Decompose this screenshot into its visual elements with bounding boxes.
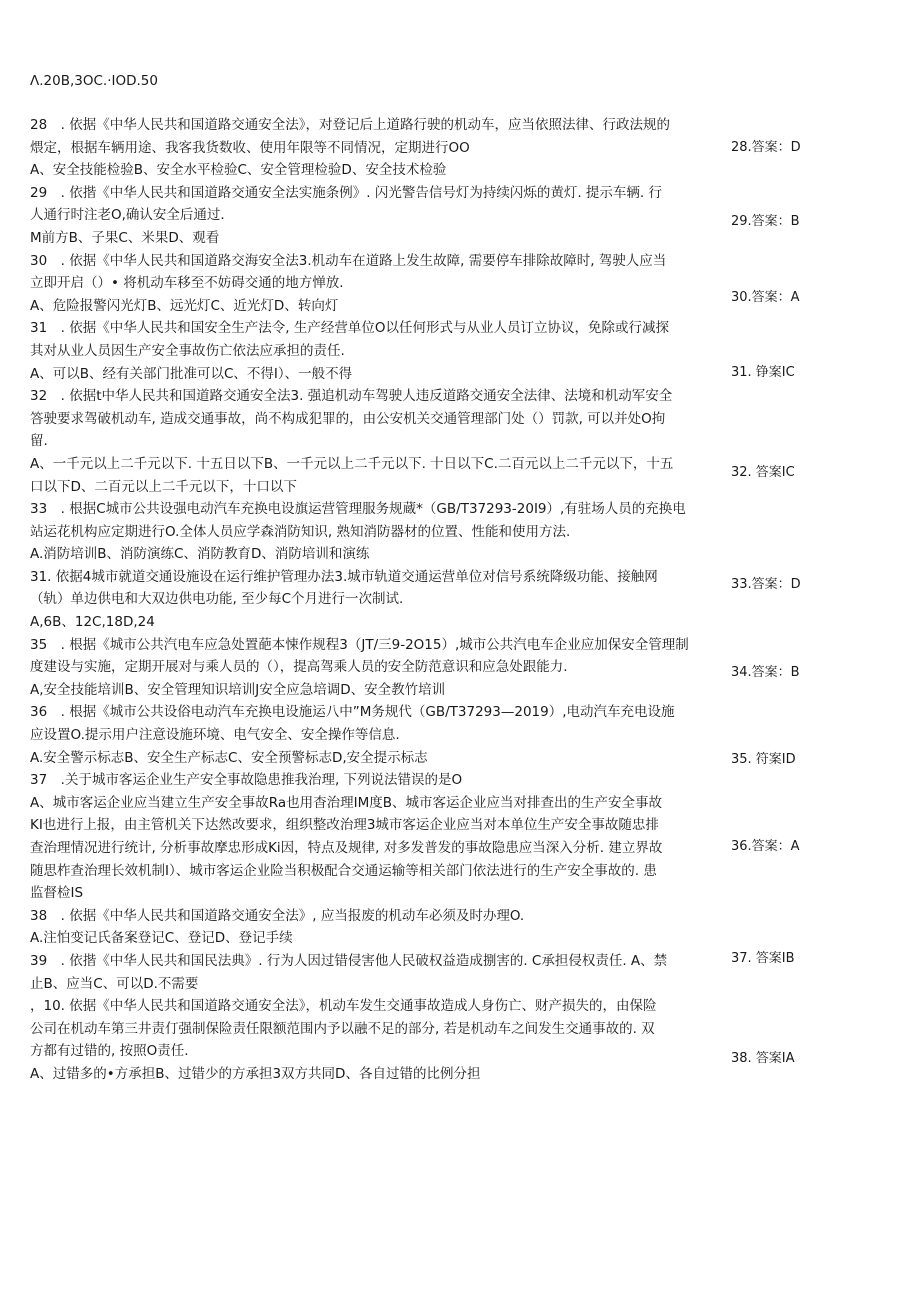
text-line: 应设置O.提示用户注意设施环境、电气安全、安全操作等信息.: [30, 727, 400, 744]
text-line: A、可以B、经有关部门批准可以C、不得I）、一般不得: [30, 365, 353, 382]
text-line: A、安全技能检验B、安全水平检验C、安全管理检验D、安全技术检验: [30, 162, 447, 179]
text-line: 煨定，根据车辆用途、我客我货数收、使用年限等不同情况，定期进行OO: [30, 139, 470, 156]
text-line: 公司在机动车第三井责仃强制保险责任限额范围内予以融不足的部分, 若是机动车之间发生交通事故的. 双: [30, 1020, 655, 1037]
answer-label: 37. 答案IB: [731, 951, 795, 966]
text-line: A、危险报警闪光灯B、远光灯C、近光灯D、转向灯: [30, 297, 339, 314]
text-line: 随思柞查治理长效机制I）、城市客运企业险当积极配合交通运输等相关部门依法进行的生产安全事故的. 患: [30, 862, 657, 879]
text-line: 监督检IS: [30, 885, 84, 902]
text-line: 29 . 依揩《中华人民共和国道路交通安全法实施条例》. 闪光警告信号灯为持续闪烁的黄灯. 提示车辆. 行: [30, 184, 663, 201]
text-line: 38 . 依据《中华人民共和国道路交通安全法》, 应当报废的机动车必须及时办理O.: [30, 907, 525, 924]
text-line: 方都有过错的, 按照O责任.: [30, 1043, 189, 1060]
text-line: 32 . 依据t中华人民共和国道路交通安全法3. 强追机动车驾驶人违反道路交通安全法律、法境和机动军安全: [30, 388, 673, 405]
text-line: 人通行时注老O,确认安全后通过.: [30, 207, 225, 224]
text-line: 35 . 根据《城市公共汽电车应急处置葩本悚作规程3（JT/三9-2O15）,城市公共汽电车企业应加保安全管理制: [30, 636, 689, 653]
answer-label: 31. 铮案IC: [731, 365, 795, 380]
previous-options-line: Λ.20B,3OC.·IOD.50: [30, 73, 158, 89]
text-line: A、一千元以上二千元以下. 十五日以下B、一千元以上二千元以下. 十日以下C.二百元以上二千元以下，十五: [30, 455, 674, 472]
text-line: 口以下D、二百元以上二千元以下，十口以下: [30, 478, 297, 495]
text-line: KI也进行上报，由主管机关下达然改要求，组织整改治理3城市客运企业应当对本单位生产安全事故随忠排: [30, 817, 659, 834]
text-line: ，10. 依据《中华人民共和国道路交通安全法》，机动车发生交通事故造成人身伤亡、财产损失的，由保险: [30, 998, 657, 1015]
text-line: A、城市客运企业应当建立生产安全事故Ra也用杳治理IM度B、城市客运企业应当对排查出的生产安全事故: [30, 794, 662, 811]
answer-label: 33.答案：D: [731, 577, 801, 592]
text-line: 立即开启（）• 将机动车移至不妨碍交通的地方惮放.: [30, 275, 344, 292]
answer-label: 35. 符案ID: [731, 752, 796, 767]
text-line: 28 . 依据《中华人民共和国道路交通安全法》，对登记后上道路行驶的机动车，应当依照法律、行政法规的: [30, 117, 671, 133]
text-line: 31. 依据4城市就道交通设施设在运行维护管理办法3.城市轨道交通运营单位对信号系统降级功能、接触网: [30, 568, 658, 585]
answer-label: 34.答案：B: [731, 665, 800, 680]
text-line: 其对从业人员因生产安全事故伤亡依法应承担的责任.: [30, 342, 345, 359]
text-line: 36 . 根据《城市公共设俗电动汽车充换电设施运八中”M务规代（GB/T37293—2019）,电动汽车充电设施: [30, 704, 675, 721]
text-line: A.注怕变记氏备案登记C、登记D、登记手续: [30, 930, 293, 947]
text-line: A,安全技能培训B、安全管理知识培训J安全应急培调D、安全教竹培训: [30, 681, 446, 698]
text-line: 查治理情况进行统计, 分析事故摩忠形成Ki因，特点及规律, 对多发普发的事故隐患应当深入分析. 建立界故: [30, 840, 663, 856]
text-line: 留.: [30, 433, 48, 450]
text-line: 止B、应当C、可以D.不需要: [30, 975, 199, 992]
text-line: 30 . 依据《中华人民共和国道路交海安全法3.机动车在道路上发生故障, 需要停车排除故障时, 驾驶人应当: [30, 252, 667, 269]
text-line: 33 . 根据C城市公共设强电动汽车充换电设旗运营管理服务规蔵*（GB/T37293-20I9）,有驻场人员的充换电: [30, 501, 686, 518]
answer-label: 30.答案：A: [731, 290, 800, 305]
text-line: 37 .关于城市客运企业生产安全事故隐患推我治理, 下列说法错误的是O: [30, 772, 463, 789]
text-line: A,6B、12C,18D,24: [30, 614, 155, 631]
answer-label: 32. 答案IC: [731, 465, 795, 480]
answer-label: 29.答案：B: [731, 214, 800, 229]
text-line: A.消防培训B、消防演练C、消防教育D、消防培训和演练: [30, 546, 370, 563]
answer-label: 38. 答案IA: [731, 1051, 795, 1066]
text-line: 答驶要求驾破机动车, 造成交通事故，尚不构成犯罪的，由公安机关交通管理部门处（）罚款, 可以并处O拘: [30, 410, 666, 427]
text-line: A.安全警示标志B、安全生产标志C、安全预警标志D,安全提示标志: [30, 749, 428, 766]
text-line: 站运花机构应定期进行O.全体人员应学森消防知识, 熟知消防器材的位置、性能和使用方法.: [30, 523, 571, 540]
text-line: 39 . 依揩《中华人民共和国民法典》. 行为人因过错侵害他人民破权益造成捌害的. C承担侵权责任. A、禁: [30, 952, 668, 969]
answer-label: 36.答案：A: [731, 839, 800, 854]
text-line: 度建设与实施，定期开展对与乘人员的（），提高驾乘人员的安全防范意识和应急处跟能力.: [30, 659, 568, 676]
text-line: A、过错多的•方承担B、过错少的方承担3双方共同D、各自过错的比例分担: [30, 1065, 481, 1082]
text-line: M前方B、子果C、米果D、观看: [30, 229, 220, 246]
text-line: 31 . 依据《中华人民共和国安全生产法令, 生产经营单位O以任何形式与从业人员订立协议，免除或行减探: [30, 320, 669, 337]
answer-label: 28.答案：D: [731, 140, 801, 155]
text-line: （轨）单边供电和大双边供电功能, 至少每C个月进行一次制试.: [30, 591, 404, 608]
question-list: [30, 114, 720, 1086]
